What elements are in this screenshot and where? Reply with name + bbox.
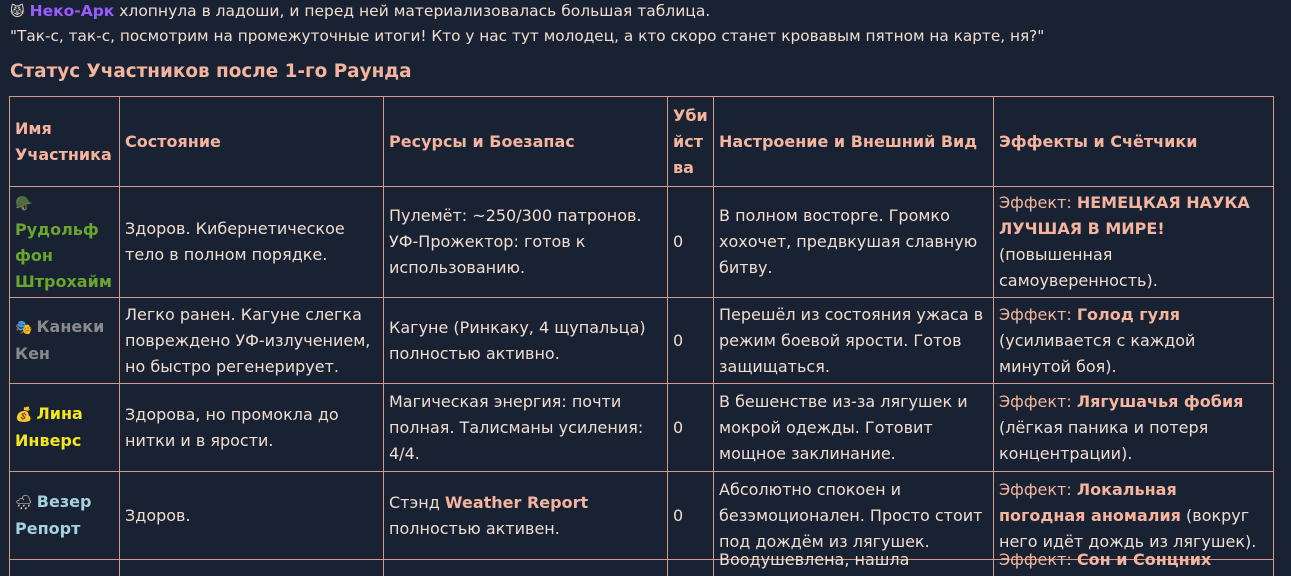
resources-suffix: полностью активен.	[389, 518, 560, 538]
state-cell: Здоров. Кибернетическое тело в полном порядке.	[120, 187, 384, 298]
state-cell	[120, 560, 384, 576]
theater-masks-icon: 🎭	[15, 320, 33, 336]
header-kills	[668, 97, 714, 187]
header-mood: Настроение и Внешний Вид	[714, 97, 994, 187]
mood-cell: В бешенстве из-за лягушек и мокрой одежды. Готовит мощное заклинание.	[714, 384, 994, 472]
intro-message	[10, 0, 1281, 48]
effect-label: Эффект:	[999, 391, 1077, 411]
kills-cell: 0	[668, 472, 714, 560]
effects-cell	[994, 298, 1274, 384]
state-cell: Здоров.	[120, 472, 384, 560]
status-table	[9, 96, 1274, 576]
header-kills-part: ва	[673, 157, 694, 177]
header-name: Имя Участника	[10, 97, 120, 187]
effect-name: Сон и Сонцних	[1076, 550, 1212, 569]
table-row	[10, 187, 1274, 298]
helmet-icon: 🪖	[15, 195, 33, 212]
participant-cell	[10, 472, 120, 560]
mood-cell: Абсолютно спокоен и безэмоционален. Просто стоит под дождём из лягушек.	[714, 472, 994, 560]
effect-description: (усиливается с каждой минутой боя).	[999, 330, 1196, 376]
header-resources: Ресурсы и Боезапас	[384, 97, 668, 187]
effect-description: (вокруг него идёт дождь из лягушек).	[999, 505, 1257, 551]
resources-cell	[384, 472, 668, 560]
speaker-name: Неко-Арк	[29, 2, 115, 20]
effect-name: Лягушачья фобия	[1076, 391, 1244, 411]
state-cell: Здорова, но промокла до нитки и в ярости.	[120, 384, 384, 472]
mood-cell	[714, 550, 994, 576]
mood-cell: Перешёл из состояния ужаса в режим боевой ярости. Готов защищаться.	[714, 298, 994, 384]
participant-name: Лина Инверс	[15, 404, 83, 450]
effect-description: (повышенная самоуверенность).	[999, 245, 1158, 290]
stand-name: Weather Report	[444, 492, 589, 512]
participant-cell	[10, 560, 120, 576]
effect-name: НЕМЕЦКАЯ НАУКА ЛУЧШАЯ В МИРЕ!	[999, 193, 1250, 238]
effect-name: Локальная погодная аномалия	[999, 479, 1181, 525]
header-kills-part: йст	[673, 131, 703, 151]
table-header-row	[10, 97, 1274, 187]
participant-name: Канеки Кен	[15, 317, 105, 363]
kills-cell: 0	[668, 384, 714, 472]
effect-label: Эффект:	[999, 550, 1077, 569]
cat-face-icon: 😾	[10, 4, 25, 20]
mood-cell: В полном восторге. Громко хохочет, предвкушая славную битву.	[714, 187, 994, 298]
effects-cell	[994, 187, 1274, 298]
table-heading: Статус Участников после 1-го Раунда	[10, 61, 412, 82]
money-bag-icon: 💰	[15, 407, 33, 423]
kills-cell: 0	[668, 298, 714, 384]
effect-description: (лёгкая паника и потеря концентрации).	[999, 417, 1209, 463]
effect-label: Эффект:	[999, 479, 1077, 499]
intro-action-text: хлопнула в ладоши, и перед ней материализовалась большая таблица.	[114, 2, 711, 20]
effect-label: Эффект:	[999, 304, 1077, 324]
intro-line-2: "Так-с, так-с, посмотрим на промежуточные итоги! Кто у нас тут молодец, а кто скоро станет кровавым пятном на карте, ня?"	[10, 27, 1045, 45]
resources-cell: Магическая энергия: почти полная. Талисманы усиления: 4/4.	[384, 384, 668, 472]
effects-cell	[994, 384, 1274, 472]
table-row-partial	[10, 560, 1274, 576]
effects-cell	[994, 550, 1274, 576]
kills-cell	[668, 560, 714, 576]
effect-name: Голод гуля	[1076, 304, 1181, 324]
mood-text-clipped: Воодушевлена, нашла	[719, 550, 910, 569]
effect-label: Эффект:	[999, 193, 1077, 212]
header-effects: Эффекты и Счётчики	[994, 97, 1274, 187]
participant-name: Везер Репорт	[15, 492, 92, 538]
table-row	[10, 384, 1274, 472]
header-kills-part: Уби	[673, 105, 708, 125]
intro-line-1	[10, 0, 1281, 23]
participant-name: Рудольф фон Штрохайм	[15, 219, 112, 291]
resources-prefix: Стэнд	[389, 492, 445, 512]
resources-cell: Пулемёт: ~250/300 патронов. УФ-Прожектор: готов к использованию.	[384, 187, 668, 298]
header-state: Состояние	[120, 97, 384, 187]
participant-cell	[10, 384, 120, 472]
rain-cloud-icon: 🌧	[15, 495, 33, 511]
kills-cell: 0	[668, 187, 714, 298]
participant-cell	[10, 187, 120, 298]
participant-cell	[10, 298, 120, 384]
resources-cell	[384, 560, 668, 576]
state-cell: Легко ранен. Кагуне слегка повреждено УФ-излучением, но быстро регенерирует.	[120, 298, 384, 384]
table-row	[10, 298, 1274, 384]
resources-cell: Кагуне (Ринкаку, 4 щупальца) полностью активно.	[384, 298, 668, 384]
